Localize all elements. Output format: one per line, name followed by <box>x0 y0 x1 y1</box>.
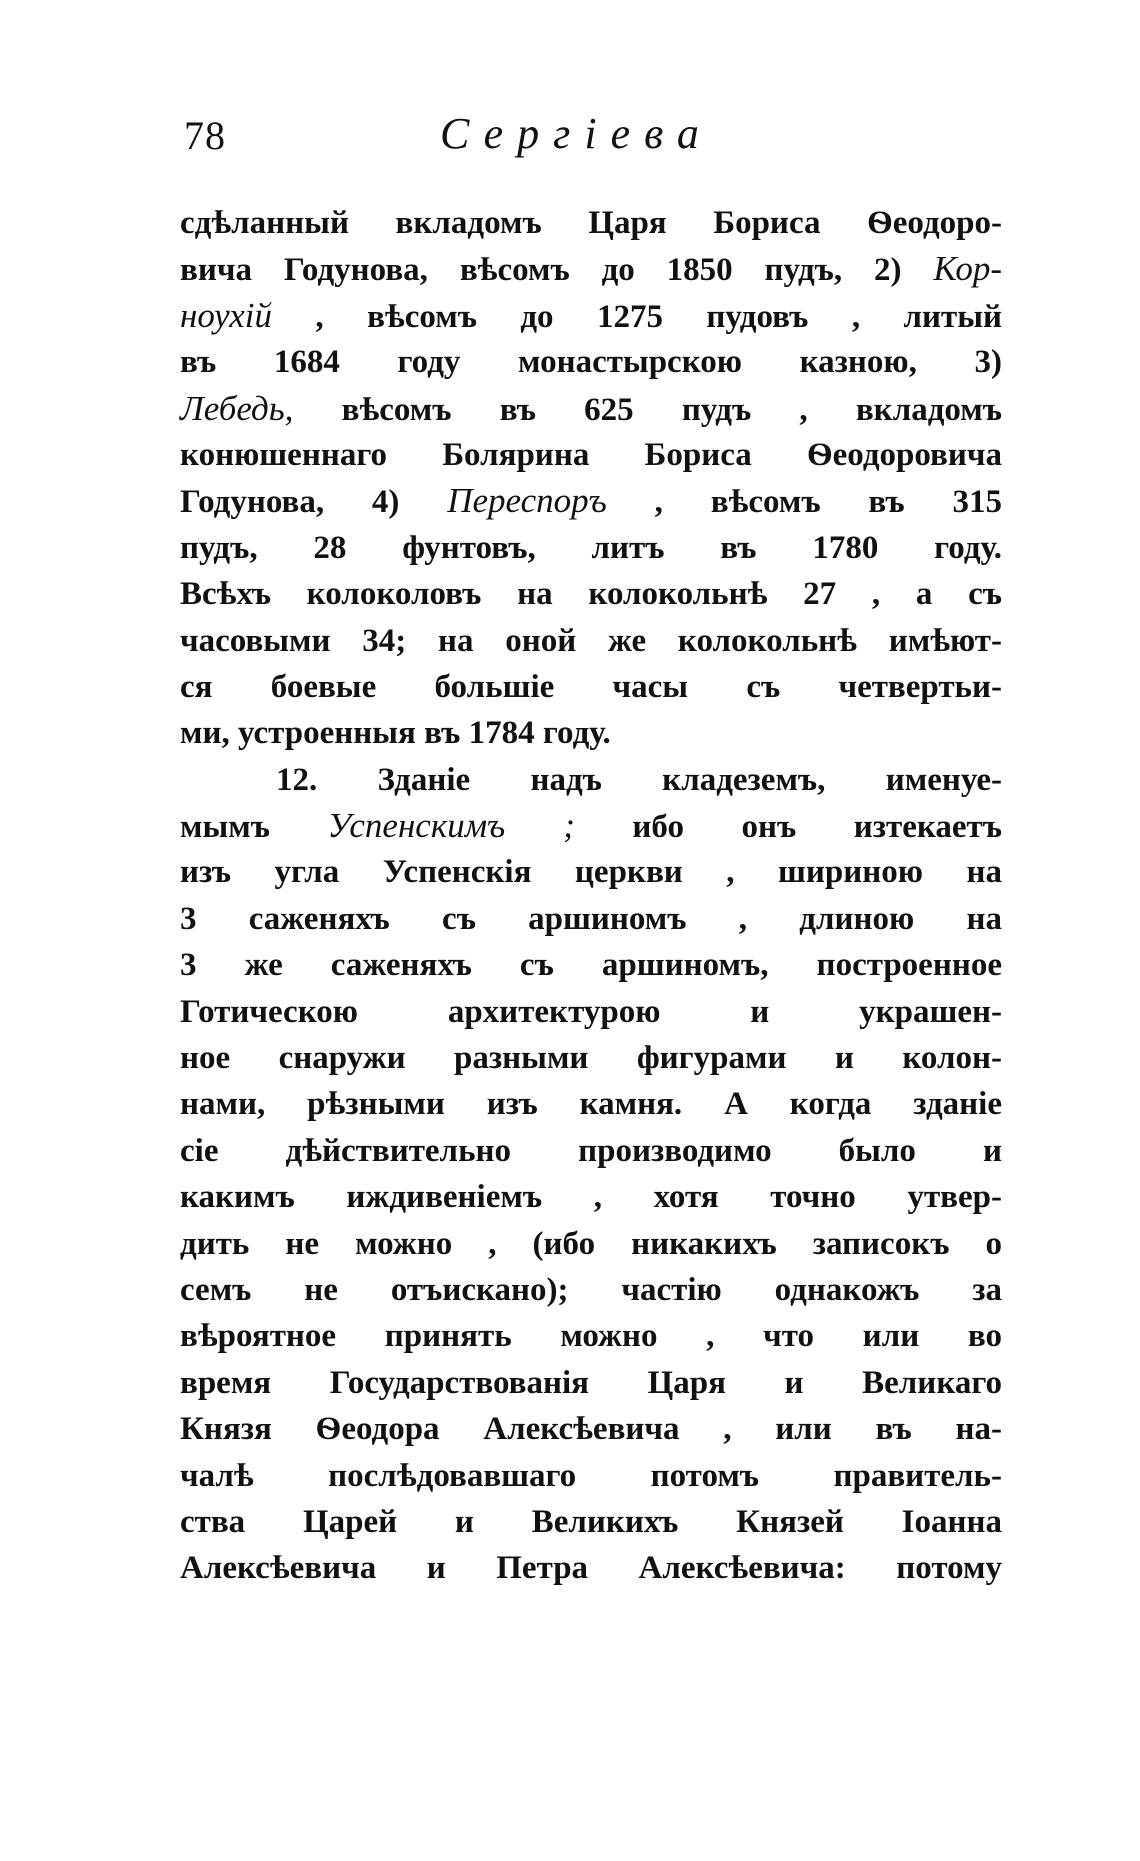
text-run: изъ угла Успенскія церкви , шириною на <box>180 854 1002 891</box>
text-run: 12. Зданіе надъ кладеземъ, именуе- <box>276 761 1002 798</box>
text-run: нами, рѣзными изъ камня. А когда зданіе <box>180 1086 1002 1123</box>
text-run: 3 саженяхъ съ аршиномъ , длиною на <box>180 900 1002 937</box>
text-run: 3 же саженяхъ съ аршиномъ, построенное <box>180 947 1002 984</box>
text-line <box>180 1221 1002 1267</box>
text-run: , вѣсомъ въ 315 <box>606 484 1002 521</box>
text-run: ства Царей и Великихъ Князей Іоанна <box>180 1503 1002 1540</box>
text-run: ся боевые большіе часы съ четвертьи- <box>180 668 1002 705</box>
text-line <box>180 1174 1002 1220</box>
text-line <box>180 1313 1002 1359</box>
text-run: Князя Ѳеодора Алексѣевича , или въ на- <box>180 1411 1002 1448</box>
italic-name: Кор- <box>933 249 1002 289</box>
text-line <box>180 942 1002 988</box>
italic-name: ноухій <box>180 295 272 335</box>
running-head: Сергіева <box>440 109 713 158</box>
text-line <box>180 1406 1002 1452</box>
text-run: конюшеннаго Болярина Бориса Ѳеодоровича <box>180 436 1002 473</box>
text-run: сдѣланный вкладомъ Царя Бориса Ѳеодоро- <box>180 205 1002 241</box>
text-run: , вѣсомъ до 1275 пудовъ , литый <box>272 298 1002 335</box>
text-line <box>180 293 1002 339</box>
text-run: семъ не отъискано); частію однакожъ за <box>180 1271 1002 1308</box>
body-text <box>180 200 1002 1592</box>
page-header <box>180 108 1020 168</box>
text-run: Годунова, 4) <box>180 484 448 521</box>
text-line <box>180 432 1002 478</box>
text-run: мымъ <box>180 809 328 846</box>
text-line <box>180 386 1002 432</box>
text-run: въ 1684 году монастырскою казною, 3) <box>180 344 1002 381</box>
text-run: ми, устроенныя въ 1784 году. <box>180 715 611 752</box>
text-line <box>180 1128 1002 1174</box>
page-number: 78 <box>184 113 226 158</box>
italic-name: Лебедь, <box>180 388 294 428</box>
text-line <box>180 989 1002 1035</box>
text-run: время Государствованія Царя и Великаго <box>180 1364 1002 1401</box>
text-run: пудъ, 28 фунтовъ, литъ въ 1780 году. <box>180 529 1002 566</box>
text-line <box>180 1081 1002 1127</box>
text-line <box>180 525 1002 571</box>
text-run: чалѣ послѣдовавшаго потомъ правитель- <box>180 1457 1002 1494</box>
text-line <box>180 1267 1002 1313</box>
text-line <box>180 1360 1002 1406</box>
text-line <box>180 200 1002 246</box>
text-line <box>180 339 1002 385</box>
text-run: вѣроятное принять можно , что или во <box>180 1318 1002 1355</box>
text-line <box>180 1453 1002 1499</box>
text-line <box>180 1499 1002 1545</box>
text-run: часовыми 34; на оной же колокольнѣ имѣют- <box>180 622 1002 659</box>
text-run: вѣсомъ въ 625 пудъ , вкладомъ <box>293 391 1002 428</box>
text-run: дить не можно , (ибо никакихъ записокъ о <box>180 1225 1002 1262</box>
text-line <box>180 1035 1002 1081</box>
text-line <box>180 849 1002 895</box>
text-run: Готическою архитектурою и украшен- <box>180 993 1002 1030</box>
text-run: сіе дѣйствительно производимо было и <box>180 1132 1002 1169</box>
text-run: Всѣхъ колоколовъ на колокольнѣ 27 , а съ <box>180 576 1002 613</box>
text-line <box>180 1545 1002 1591</box>
text-run: ное снаружи разными фигурами и колон- <box>180 1040 1002 1077</box>
text-run: ибо онъ изтекаетъ <box>574 809 1002 846</box>
text-line <box>180 478 1002 524</box>
italic-name: Успенскимъ ; <box>327 806 575 846</box>
text-run: Алексѣевича и Петра Алексѣевича: потому <box>180 1550 1002 1587</box>
text-line <box>180 571 1002 617</box>
text-run: вича Годунова, вѣсомъ до 1850 пудъ, 2) <box>180 252 934 289</box>
text-line <box>180 710 1002 756</box>
italic-name: Переспоръ <box>447 481 607 521</box>
text-line <box>180 246 1002 292</box>
text-line <box>180 896 1002 942</box>
text-line <box>180 664 1002 710</box>
text-line <box>180 618 1002 664</box>
text-line <box>180 803 1002 849</box>
text-line <box>180 757 1002 803</box>
text-run: какимъ иждивеніемъ , хотя точно утвер- <box>180 1179 1002 1216</box>
